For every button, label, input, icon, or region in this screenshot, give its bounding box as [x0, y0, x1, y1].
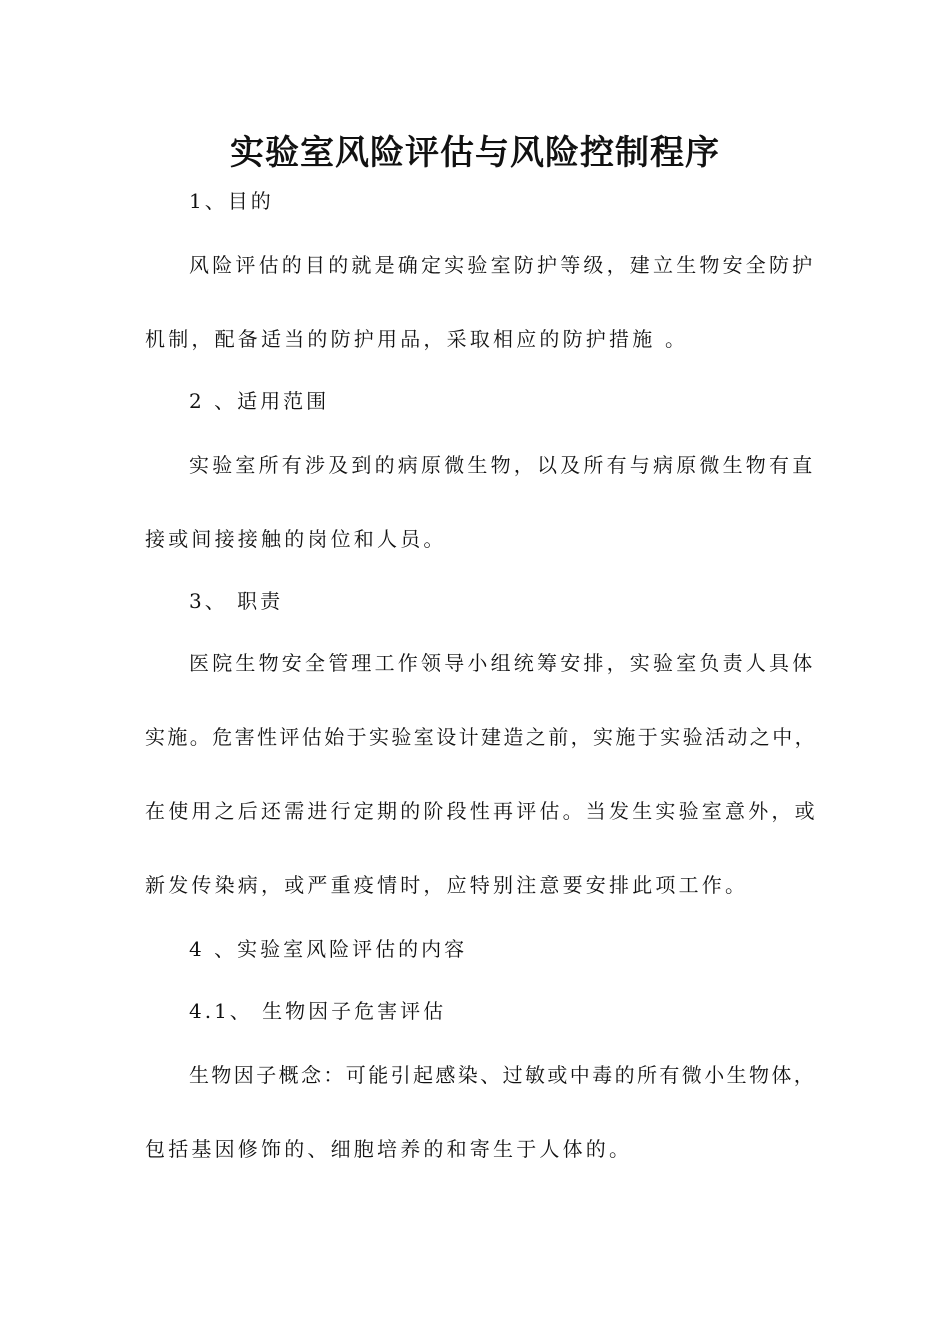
paragraph-line: 包括基因修饰的、细胞培养的和寄生于人体的。: [145, 1137, 633, 1161]
subsection-heading: 4.1、 生物因子危害评估: [189, 999, 447, 1023]
section-heading-content: 4 、实验室风险评估的内容: [189, 937, 468, 961]
document-title: 实验室风险评估与风险控制程序: [230, 133, 720, 173]
paragraph-line: 新发传染病，或严重疫情时，应特别注意要安排此项工作。: [145, 873, 749, 897]
section-heading-purpose: 1、目的: [189, 189, 274, 213]
paragraph-line: 在使用之后还需进行定期的阶段性再评估。当发生实验室意外，或: [145, 799, 818, 823]
paragraph-line: 接或间接接触的岗位和人员。: [145, 527, 447, 551]
paragraph-line: 实验室所有涉及到的病原微生物，以及所有与病原微生物有直: [189, 453, 816, 477]
paragraph-line: 实施。危害性评估始于实验室设计建造之前，实施于实验活动之中，: [145, 725, 817, 749]
paragraph-line: 风险评估的目的就是确定实验室防护等级，建立生物安全防护: [189, 253, 816, 277]
paragraph-line: 医院生物安全管理工作领导小组统筹安排，实验室负责人具体: [189, 651, 816, 675]
section-heading-duties: 3、 职责: [189, 589, 284, 613]
paragraph-line: 生物因子概念：可能引起感染、过敏或中毒的所有微小生物体，: [189, 1063, 817, 1087]
paragraph-line: 机制，配备适当的防护用品，采取相应的防护措施 。: [145, 327, 689, 351]
section-heading-scope: 2 、适用范围: [189, 389, 330, 413]
